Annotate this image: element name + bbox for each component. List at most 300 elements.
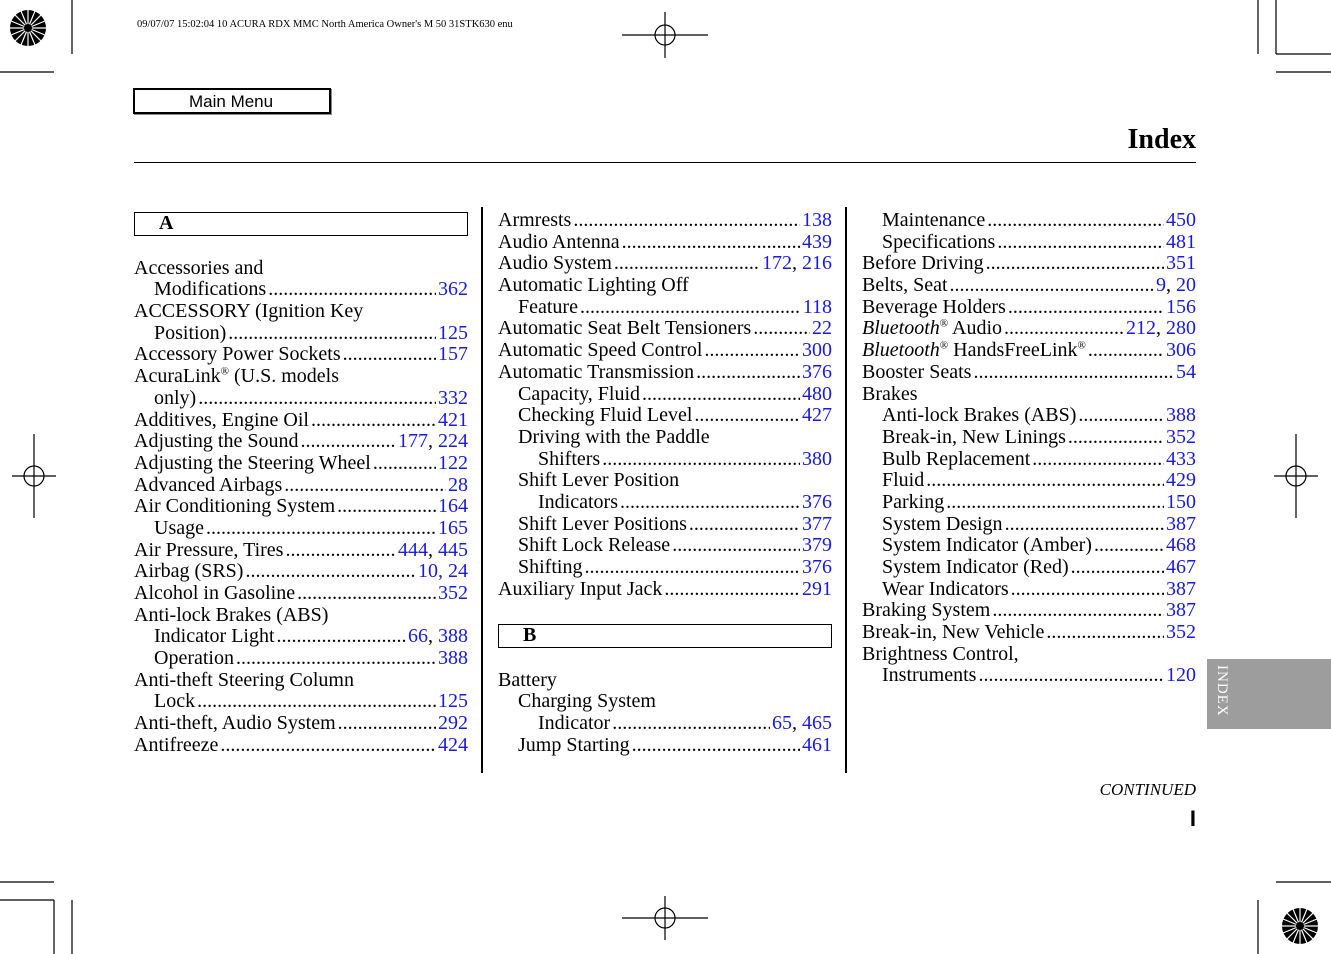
index-entry-label — [498, 210, 571, 232]
page-link[interactable]: 280 — [1166, 317, 1196, 340]
entry-term: Before Driving — [862, 252, 984, 275]
leader-dots — [343, 344, 436, 366]
leader-dots — [632, 735, 800, 757]
index-entry — [498, 514, 832, 536]
index-entry — [862, 470, 1196, 492]
page-references — [1166, 253, 1196, 275]
index-entry — [498, 210, 832, 232]
entry-term-suffix: Audio — [948, 317, 1003, 340]
page-link[interactable]: 150 — [1166, 490, 1196, 513]
leader-dots — [622, 232, 800, 254]
index-entry — [498, 318, 832, 340]
leader-dots — [245, 561, 416, 583]
index-entry-label — [882, 535, 1092, 557]
page-link[interactable]: 125 — [438, 690, 468, 713]
index-entry-label — [134, 366, 339, 388]
page-link[interactable]: 377 — [802, 512, 832, 535]
page-references — [802, 535, 832, 557]
page-link[interactable]: 291 — [802, 577, 832, 600]
page-references — [438, 410, 468, 432]
page-references — [1166, 210, 1196, 232]
leader-dots — [753, 318, 810, 340]
leader-dots — [987, 210, 1164, 232]
leader-dots — [284, 475, 446, 497]
page-link[interactable]: 376 — [802, 556, 832, 578]
page-link[interactable]: 439 — [802, 230, 832, 253]
entry-term: Shift Lock Release — [518, 534, 671, 557]
index-entry-label — [498, 670, 557, 692]
index-entry-label — [134, 496, 335, 518]
index-entry — [134, 518, 468, 540]
page-separator: , — [428, 430, 438, 453]
index-entry-label — [882, 210, 985, 232]
index-entry-label — [518, 384, 640, 406]
leader-dots — [220, 735, 436, 757]
index-entry-label — [498, 232, 620, 254]
page-link[interactable]: 445 — [438, 538, 468, 561]
leader-dots — [1068, 427, 1164, 449]
page-link[interactable]: 444 — [398, 538, 428, 561]
index-entry-label — [518, 514, 687, 536]
index-entry-label — [154, 279, 266, 301]
index-entry-label — [134, 561, 243, 583]
index-entry — [498, 735, 832, 757]
index-entry — [134, 605, 468, 627]
leader-dots — [285, 540, 396, 562]
page-references — [802, 557, 832, 579]
page-references — [1166, 449, 1196, 471]
leader-dots — [584, 557, 800, 579]
leader-dots — [1046, 622, 1164, 644]
index-entry — [134, 583, 468, 605]
page-link[interactable]: 465 — [802, 712, 832, 735]
page-references — [438, 453, 468, 475]
index-side-tab-label: INDEX — [1214, 665, 1230, 717]
entry-term-suffix: HandsFreeLink — [948, 339, 1078, 362]
page-link[interactable]: 387 — [1166, 577, 1196, 600]
index-entry-label — [518, 470, 679, 492]
entry-term: Shift Lever Position — [518, 469, 680, 492]
index-entry-label — [134, 258, 263, 280]
page-references — [762, 253, 832, 275]
index-entry — [498, 340, 832, 362]
page-link[interactable]: 468 — [1166, 534, 1196, 557]
index-entry — [862, 253, 1196, 275]
page-link[interactable]: 118 — [802, 295, 832, 318]
registered-mark: ® — [939, 317, 949, 330]
page-references — [438, 496, 468, 518]
index-entry — [862, 405, 1196, 427]
page-references — [812, 318, 832, 340]
entry-term: Brakes — [862, 382, 918, 405]
page-number: I — [1189, 806, 1196, 831]
entry-term: Air Conditioning System — [134, 495, 336, 518]
page-link[interactable]: 379 — [802, 534, 832, 557]
leader-dots — [672, 535, 800, 557]
page-references — [1166, 579, 1196, 601]
page-link[interactable]: 212 — [1126, 317, 1156, 340]
leader-dots — [277, 626, 406, 648]
index-entry — [498, 535, 832, 557]
index-entry — [862, 210, 1196, 232]
page-link[interactable]: 352 — [438, 582, 468, 604]
page-link[interactable]: 54 — [1176, 360, 1196, 383]
entry-term: Feature — [518, 295, 578, 318]
leader-dots — [236, 648, 436, 670]
page-link[interactable]: 22 — [812, 317, 832, 340]
page-link[interactable]: 28 — [448, 473, 468, 496]
entry-term: AcuraLink — [134, 365, 221, 388]
page-link[interactable]: 172 — [762, 252, 792, 275]
leader-dots — [337, 496, 436, 518]
index-entry-label — [518, 297, 578, 319]
page-references — [802, 384, 832, 406]
print-metadata: 09/07/07 15:02:04 10 ACURA RDX MMC North America Owner's M 50 31STK630 enu — [137, 19, 513, 30]
index-entry — [862, 514, 1196, 536]
index-entry-label — [862, 600, 990, 622]
index-entry — [134, 475, 468, 497]
index-entry-label — [538, 449, 600, 471]
registered-mark: ® — [1077, 339, 1086, 352]
page-link[interactable]: 156 — [1166, 295, 1196, 318]
page-link[interactable]: 376 — [802, 360, 832, 383]
index-entry-label — [862, 622, 1044, 644]
entry-term: Specifications — [882, 230, 996, 253]
index-entry — [862, 318, 1196, 340]
page-references — [1166, 492, 1196, 514]
page-references — [1166, 600, 1196, 622]
page-separator: , — [1156, 317, 1166, 340]
page-link[interactable]: 66 — [408, 625, 428, 648]
index-entry-label — [518, 735, 630, 757]
entry-term: Automatic Seat Belt Tensioners — [498, 317, 752, 340]
entry-term: Armrests — [498, 209, 572, 231]
index-entry-label — [134, 453, 371, 475]
leader-dots — [573, 210, 800, 232]
index-entry-label — [518, 557, 582, 579]
page-separator: , — [792, 712, 802, 735]
page-references — [1166, 405, 1196, 427]
entry-term: Anti-theft Steering Column — [134, 668, 354, 691]
leader-dots — [1032, 449, 1164, 471]
index-entry-label — [862, 644, 1019, 666]
page-references — [803, 297, 832, 319]
page-link[interactable]: 387 — [1166, 512, 1196, 535]
index-entry — [134, 323, 468, 345]
index-entry-label — [862, 275, 948, 297]
index-entry-label — [882, 579, 1009, 601]
page-link[interactable]: 138 — [802, 209, 832, 231]
index-entry-label — [134, 583, 295, 605]
page-references — [1166, 622, 1196, 644]
index-entry — [862, 665, 1196, 687]
page-link[interactable]: 387 — [1166, 599, 1196, 622]
entry-term: Wear Indicators — [882, 577, 1009, 600]
index-entry-label — [498, 362, 694, 384]
page-link[interactable]: 351 — [1166, 252, 1196, 275]
leader-dots — [642, 384, 800, 406]
page-link[interactable]: 352 — [1166, 425, 1196, 448]
entry-term: Capacity, Fluid — [518, 382, 641, 405]
index-entry — [134, 561, 468, 583]
leader-dots — [1008, 297, 1164, 319]
index-entry-label — [134, 344, 341, 366]
index-entry-label — [862, 340, 1086, 362]
page-link[interactable]: 388 — [1166, 404, 1196, 427]
leader-dots — [664, 579, 800, 601]
entry-term: Audio Antenna — [498, 230, 620, 253]
leader-dots — [228, 323, 436, 345]
page-link[interactable]: 306 — [1166, 339, 1196, 362]
page-link[interactable]: 292 — [438, 712, 468, 735]
page-references — [802, 340, 832, 362]
index-entry — [134, 431, 468, 453]
page-link[interactable]: 429 — [1166, 469, 1196, 492]
page-references — [772, 713, 832, 735]
index-entry-label — [518, 691, 656, 713]
page-link[interactable]: 433 — [1166, 447, 1196, 470]
main-menu-button[interactable]: Main Menu — [133, 88, 331, 114]
entry-term: Shift Lever Positions — [518, 512, 687, 535]
entry-term: Checking Fluid Level — [518, 404, 693, 427]
page-link[interactable]: 300 — [802, 339, 832, 362]
leader-dots — [614, 253, 760, 275]
index-entry — [134, 301, 468, 323]
entry-term: Additives, Engine Oil — [134, 408, 309, 431]
index-entry — [134, 279, 468, 301]
page-link[interactable]: 421 — [438, 408, 468, 431]
registered-mark: ® — [220, 365, 229, 378]
index-entry — [134, 258, 468, 280]
page-link[interactable]: 120 — [1166, 664, 1196, 687]
entry-term: Break-in, New Vehicle — [862, 621, 1045, 644]
spacer — [498, 648, 832, 670]
page-references — [438, 648, 468, 670]
leader-dots — [311, 410, 436, 432]
page-link[interactable]: 388 — [438, 647, 468, 670]
page-references — [1166, 514, 1196, 536]
page-link[interactable]: 165 — [438, 516, 468, 539]
page-link[interactable]: 461 — [802, 733, 832, 756]
index-entry — [134, 691, 468, 713]
page-link[interactable]: 125 — [438, 321, 468, 344]
page-link[interactable]: 9 — [1156, 274, 1166, 297]
index-entry — [134, 540, 468, 562]
entry-term: Bluetooth — [862, 317, 940, 340]
leader-dots — [973, 362, 1174, 384]
page-link[interactable]: 481 — [1166, 230, 1196, 253]
index-entry — [862, 557, 1196, 579]
index-entry-label — [134, 735, 218, 757]
page-link[interactable]: 450 — [1166, 209, 1196, 231]
index-entry-label — [134, 670, 354, 692]
index-entry — [498, 427, 832, 449]
page-link[interactable]: 362 — [438, 278, 468, 301]
leader-dots — [338, 713, 436, 735]
leader-dots — [612, 713, 770, 735]
index-entry-label — [154, 691, 195, 713]
index-entry — [862, 622, 1196, 644]
section-letter-heading: A — [134, 212, 468, 236]
entry-term: Auxiliary Input Jack — [498, 577, 663, 600]
leader-dots — [198, 388, 436, 410]
index-entry-label — [882, 232, 995, 254]
entry-term: Fluid — [882, 469, 925, 492]
entry-term: Booster Seats — [862, 360, 972, 383]
entry-term: Usage — [154, 516, 204, 539]
index-entry — [134, 648, 468, 670]
leader-dots — [602, 449, 800, 471]
column-divider — [845, 207, 847, 773]
page-link[interactable]: 216 — [802, 252, 832, 275]
index-entry-label — [882, 449, 1030, 471]
leader-dots — [689, 514, 800, 536]
page-references — [802, 514, 832, 536]
page-link[interactable]: 352 — [1166, 621, 1196, 644]
leader-dots — [197, 691, 436, 713]
entry-term: Maintenance — [882, 209, 986, 231]
spacer — [134, 236, 468, 258]
registered-mark: ® — [939, 339, 949, 352]
page-references — [802, 579, 832, 601]
index-entry — [862, 232, 1196, 254]
index-entry — [862, 340, 1196, 362]
page-link[interactable]: 376 — [802, 490, 832, 513]
entry-term: Indicator Light — [154, 625, 275, 648]
page-references — [802, 210, 832, 232]
page-references — [1166, 297, 1196, 319]
index-column-3 — [862, 210, 1196, 687]
index-entry — [862, 449, 1196, 471]
page-references — [1166, 470, 1196, 492]
index-entry — [862, 644, 1196, 666]
leader-dots — [704, 340, 800, 362]
entry-term: Adjusting the Steering Wheel — [134, 451, 371, 474]
index-entry-label — [498, 318, 751, 340]
page-link[interactable]: 332 — [438, 386, 468, 409]
entry-term: Driving with the Paddle — [518, 425, 710, 448]
index-entry-label — [882, 492, 944, 514]
entry-term: only) — [154, 386, 197, 409]
index-entry-label — [862, 253, 984, 275]
index-entry-label — [134, 540, 283, 562]
entry-term: Antifreeze — [134, 733, 219, 756]
index-entry-label — [134, 475, 282, 497]
page-link[interactable]: 480 — [802, 382, 832, 405]
index-entry — [862, 275, 1196, 297]
page-link[interactable]: 427 — [802, 404, 832, 427]
leader-dots — [620, 492, 800, 514]
leader-dots — [1005, 514, 1164, 536]
page-references — [438, 388, 468, 410]
page-link[interactable]: 380 — [802, 447, 832, 470]
entry-term: Position) — [154, 321, 227, 344]
leader-dots — [1078, 405, 1164, 427]
page-references — [448, 475, 468, 497]
leader-dots — [992, 600, 1164, 622]
page-separator: , — [428, 625, 438, 648]
index-entry-label — [154, 626, 275, 648]
index-entry — [498, 557, 832, 579]
page-link[interactable]: 224 — [438, 430, 468, 453]
page-link[interactable]: 177 — [398, 430, 428, 453]
index-entry — [134, 388, 468, 410]
entry-term: Anti-theft, Audio System — [134, 712, 336, 735]
index-entry — [134, 496, 468, 518]
index-entry — [498, 449, 832, 471]
leader-dots — [696, 362, 800, 384]
page-link[interactable]: 164 — [438, 495, 468, 518]
spacer — [498, 600, 832, 622]
page-link[interactable]: 467 — [1166, 556, 1196, 578]
index-entry — [134, 366, 468, 388]
index-entry — [862, 427, 1196, 449]
leader-dots — [950, 275, 1154, 297]
entry-term: Alcohol in Gasoline — [134, 582, 296, 604]
page-references — [1126, 318, 1196, 340]
page-references — [398, 431, 468, 453]
index-entry — [134, 626, 468, 648]
entry-term: Brightness Control, — [862, 642, 1019, 665]
index-entry — [134, 453, 468, 475]
entry-term: Bulb Replacement — [882, 447, 1031, 470]
page-link[interactable]: 20 — [1176, 274, 1196, 297]
entry-term: Belts, Seat — [862, 274, 948, 297]
page-link[interactable]: 65 — [772, 712, 792, 735]
leader-dots — [1004, 318, 1124, 340]
index-entry-label — [154, 518, 204, 540]
entry-term: Charging System — [518, 690, 656, 713]
index-entry — [498, 579, 832, 601]
index-entry — [862, 579, 1196, 601]
page-references — [438, 691, 468, 713]
page-separator: , — [428, 538, 438, 561]
index-entry-label — [882, 665, 976, 687]
entry-term: Battery — [498, 668, 557, 691]
entry-term: Braking System — [862, 599, 991, 622]
index-entry-label — [538, 492, 618, 514]
leader-dots — [986, 253, 1164, 275]
page-link[interactable]: 122 — [438, 451, 468, 474]
leader-dots — [1088, 340, 1164, 362]
index-entry — [498, 275, 832, 297]
index-entry — [498, 297, 832, 319]
index-entry-label — [134, 605, 328, 627]
page-link[interactable]: 10, 24 — [418, 560, 468, 583]
leader-dots — [268, 279, 436, 301]
entry-term: Lock — [154, 690, 196, 713]
page-references — [1176, 362, 1196, 384]
page-separator: , — [1166, 274, 1176, 297]
page-link[interactable]: 388 — [438, 625, 468, 648]
page-link[interactable]: 424 — [438, 733, 468, 756]
page-references — [438, 735, 468, 757]
index-entry — [862, 535, 1196, 557]
entry-term: Audio System — [498, 252, 612, 275]
entry-term: Airbag (SRS) — [134, 560, 244, 583]
index-entry — [134, 344, 468, 366]
page-references — [1166, 665, 1196, 687]
page-references — [438, 344, 468, 366]
entry-term: ACCESSORY (Ignition Key — [134, 300, 364, 323]
page-link[interactable]: 157 — [438, 343, 468, 366]
page-separator: , — [792, 252, 802, 275]
index-entry — [134, 670, 468, 692]
leader-dots — [580, 297, 801, 319]
page-references — [802, 735, 832, 757]
column-divider — [481, 207, 483, 773]
index-side-tab[interactable] — [1207, 659, 1331, 729]
